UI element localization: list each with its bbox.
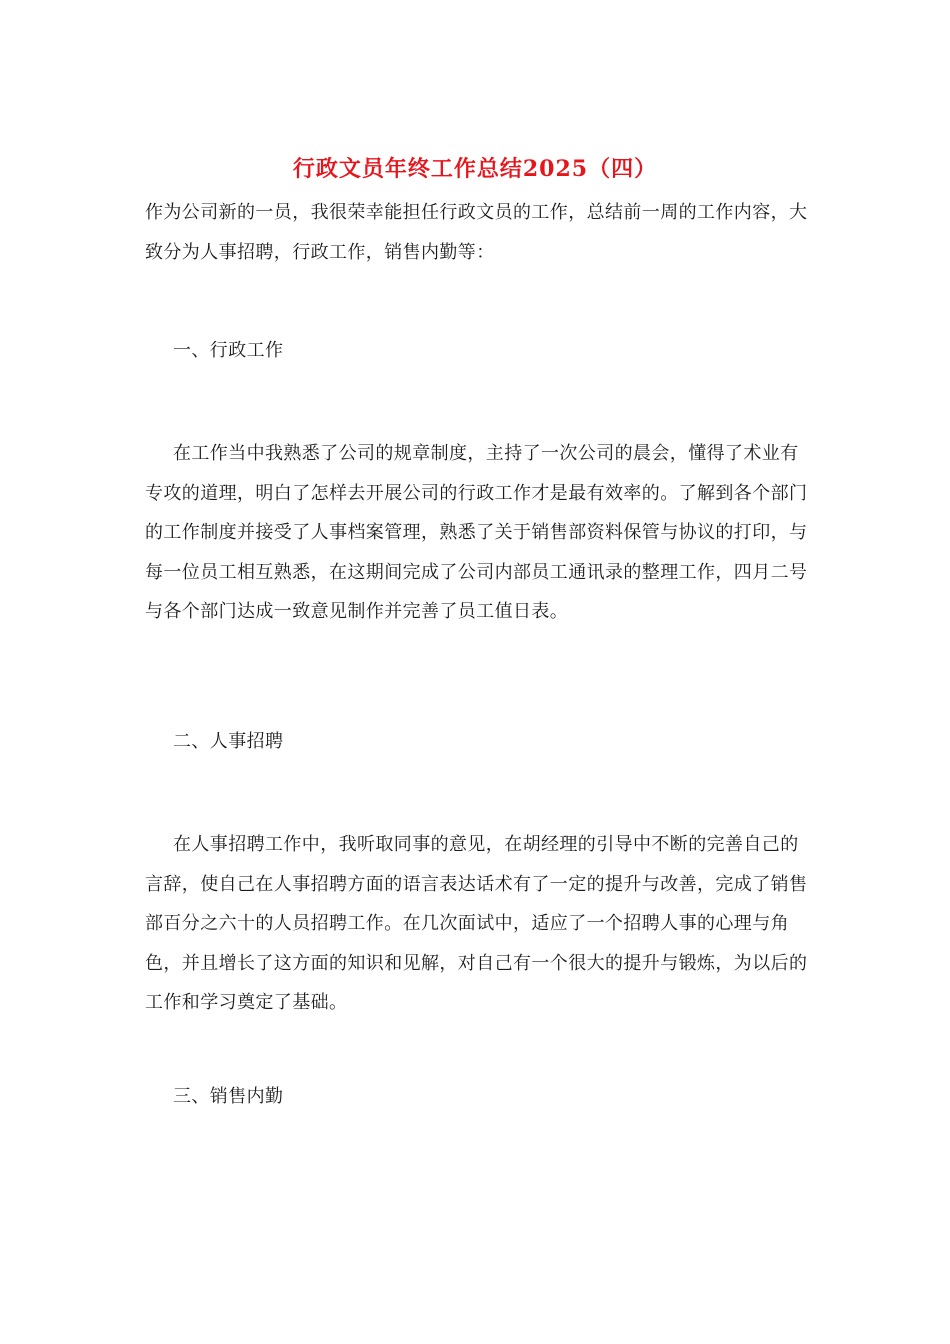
section-heading-admin: 一、行政工作 xyxy=(173,340,284,361)
section-heading-recruitment: 二、人事招聘 xyxy=(173,731,284,752)
section-heading-sales-support: 三、销售内勤 xyxy=(173,1086,284,1107)
document-title: 行政文员年终工作总结2025（四） xyxy=(292,156,658,182)
section-body-recruitment: 在人事招聘工作中，我听取同事的意见，在胡经理的引导中不断的完善自己的言辞，使自己在人事招聘方面的语言表达话术有了一定的提升与改善，完成了销售部百分之六十的人员招聘工作。在几次面试中，适应了一个招聘人事的心理与角色，并且增长了这方面的知识和见解，对自己有一个很大的提升与锻炼，为以后的工作和学习奠定了基础。 xyxy=(145,834,808,1013)
section-body-admin: 在工作当中我熟悉了公司的规章制度，主持了一次公司的晨会，懂得了术业有专攻的道理，明白了怎样去开展公司的行政工作才是最有效率的。了解到各个部门的工作制度并接受了人事档案管理，熟悉了关于销售部资料保管与协议的打印，与每一位员工相互熟悉，在这期间完成了公司内部员工通讯录的整理工作，四月二号与各个部门达成一致意见制作并完善了员工值日表。 xyxy=(145,443,808,622)
intro-paragraph: 作为公司新的一员，我很荣幸能担任行政文员的工作，总结前一周的工作内容，大致分为人事招聘，行政工作，销售内勤等： xyxy=(145,202,808,263)
